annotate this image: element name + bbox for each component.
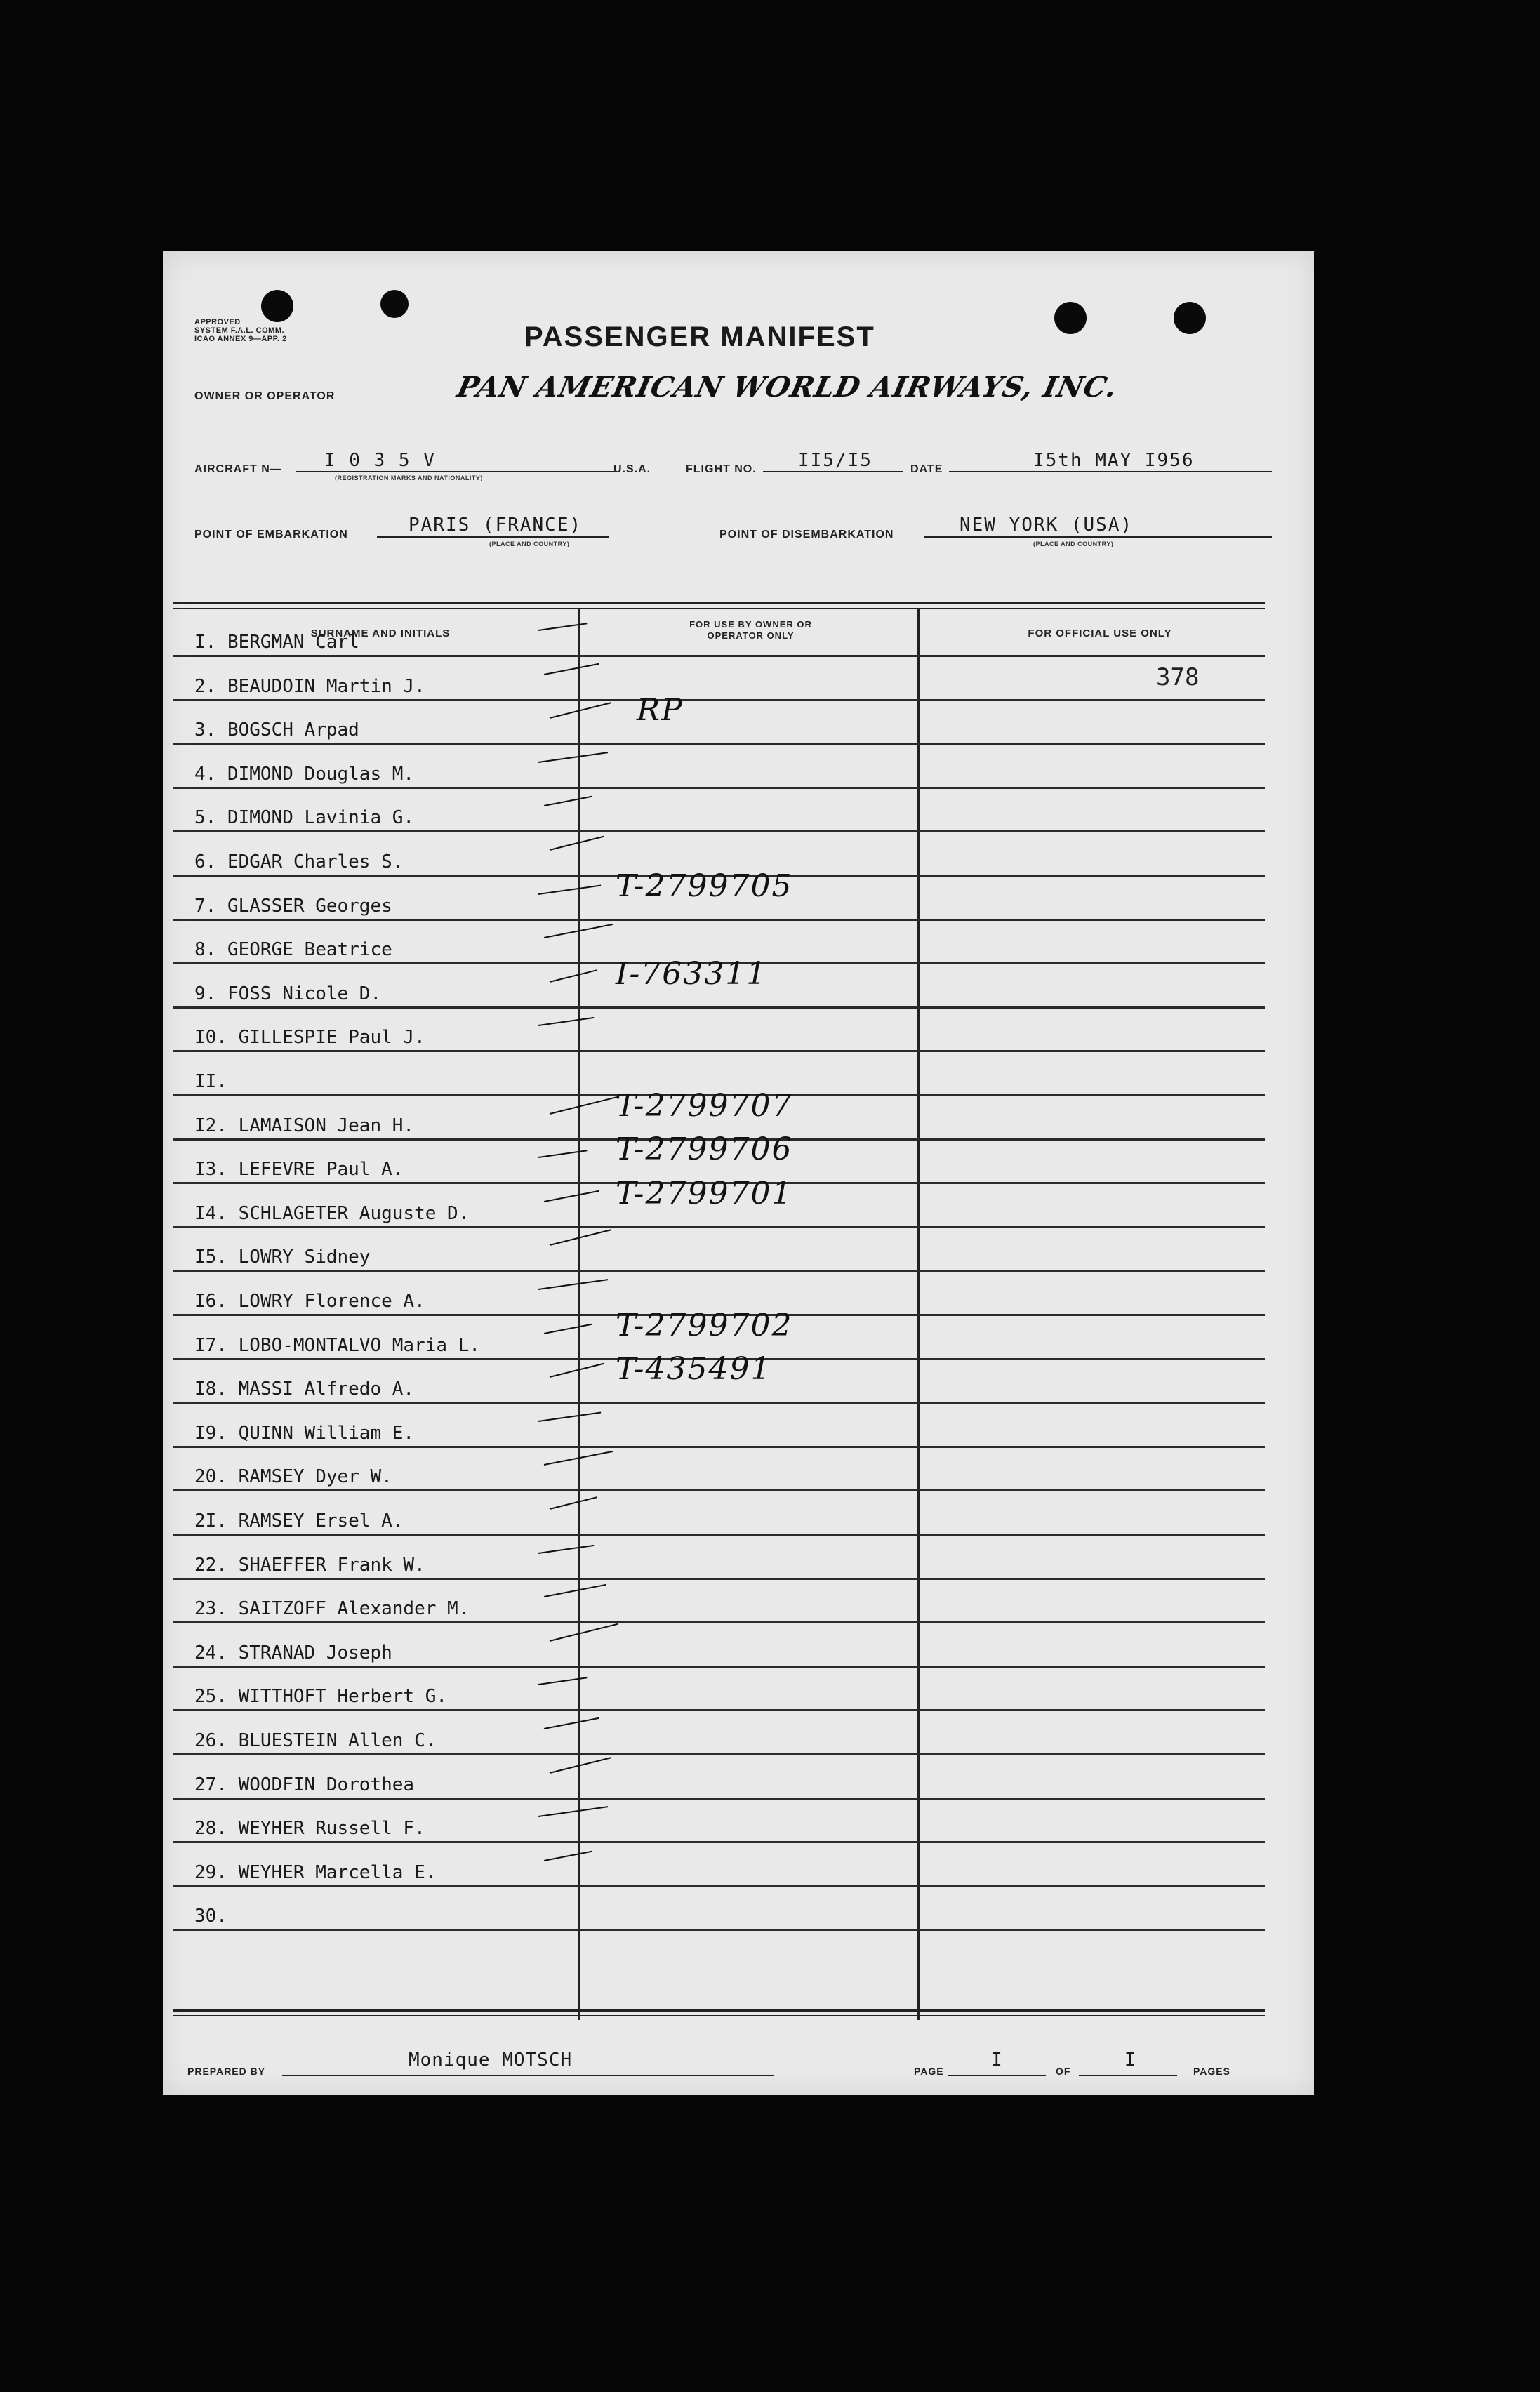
pages-label: PAGES — [1193, 2066, 1230, 2077]
row-number: 27. — [194, 1774, 227, 1795]
passenger-name-text: LOWRY Florence A. — [238, 1291, 425, 1312]
check-tick — [550, 1229, 611, 1246]
passenger-name-text: FOSS Nicole D. — [227, 983, 382, 1004]
row-number: I0. — [194, 1027, 227, 1048]
table-row — [173, 692, 1265, 745]
passenger-name — [194, 896, 392, 917]
owner-use-entry: I-763311 — [616, 956, 768, 992]
prepared-by-value: Monique MOTSCH — [409, 2049, 573, 2071]
passenger-name-text: WITTHOFT Herbert G. — [238, 1686, 448, 1707]
table-row — [173, 1008, 1265, 1052]
row-number: 29. — [194, 1862, 227, 1883]
passenger-name-text: DIMOND Douglas M. — [227, 764, 415, 785]
row-number: I. — [194, 632, 217, 653]
table-row — [173, 657, 1265, 701]
table-row — [173, 1447, 1265, 1491]
table-row — [173, 613, 1265, 657]
passenger-name — [194, 1906, 227, 1927]
embarkation-sublabel: (PLACE AND COUNTRY) — [489, 540, 570, 547]
passenger-name-text: RAMSEY Ersel A. — [238, 1510, 404, 1531]
check-tick — [550, 969, 597, 983]
passenger-name-text: QUINN William E. — [238, 1423, 415, 1444]
passenger-name — [194, 1159, 403, 1180]
passenger-name — [194, 764, 414, 785]
punch-hole — [1054, 302, 1087, 334]
owner-use-entry: T-2799702 — [616, 1308, 793, 1343]
manifest-document — [163, 251, 1314, 2095]
passenger-name-text: LEFEVRE Paul A. — [238, 1159, 404, 1180]
passenger-name — [194, 676, 425, 697]
row-number: II. — [194, 1071, 227, 1092]
row-number: 23. — [194, 1598, 227, 1619]
column-header-official: FOR OFFICIAL USE ONLY — [1028, 627, 1172, 639]
table-top-rule — [173, 608, 1265, 609]
row-number: 7. — [194, 896, 217, 917]
check-tick — [538, 752, 608, 763]
passenger-name — [194, 1247, 370, 1268]
passenger-name — [194, 632, 359, 653]
table-row — [173, 1711, 1265, 1755]
flight-label: FLIGHT NO. — [686, 463, 757, 475]
passenger-name — [194, 1423, 414, 1444]
check-tick — [544, 1717, 599, 1729]
passenger-name-text: BOGSCH Arpad — [227, 719, 359, 740]
row-number: 3. — [194, 719, 217, 740]
passenger-name-text: MASSI Alfredo A. — [238, 1378, 415, 1400]
passenger-name — [194, 1291, 425, 1312]
table-row — [173, 1755, 1265, 1800]
aircraft-underline — [296, 471, 616, 472]
of-label: OF — [1056, 2066, 1071, 2077]
row-number: I8. — [194, 1378, 227, 1400]
passenger-name — [194, 939, 392, 960]
row-number: I5. — [194, 1247, 227, 1268]
table-row — [173, 745, 1265, 789]
row-number: 8. — [194, 939, 217, 960]
table-row — [173, 1887, 1265, 1931]
row-number: I3. — [194, 1159, 227, 1180]
check-tick — [550, 702, 611, 719]
punch-hole — [380, 290, 409, 318]
row-rule — [173, 1929, 1265, 1931]
passenger-name-text: WEYHER Marcella E. — [238, 1862, 437, 1883]
check-tick — [550, 1496, 597, 1510]
check-tick — [538, 1411, 601, 1422]
passenger-name — [194, 1466, 392, 1487]
approval-stamp: APPROVED SYSTEM F.A.L. COMM. ICAO ANNEX 9—APP. 2 — [194, 318, 287, 343]
prepared-by-label: PREPARED BY — [187, 2066, 266, 2077]
passenger-name — [194, 1555, 425, 1576]
flight-value: II5/I5 — [798, 450, 872, 471]
passenger-name-text: GLASSER Georges — [227, 896, 392, 917]
table-row — [173, 1351, 1265, 1404]
owner-label: OWNER OR OPERATOR — [194, 390, 336, 402]
date-underline — [949, 471, 1272, 472]
table-row — [173, 956, 1265, 1009]
passenger-name — [194, 851, 403, 872]
check-tick — [544, 1324, 592, 1334]
of-underline — [1079, 2075, 1177, 2076]
passenger-name-text: BEAUDOIN Martin J. — [227, 676, 425, 697]
page-value: I — [991, 2049, 1004, 2071]
table-row — [173, 1623, 1265, 1668]
passenger-name — [194, 1818, 425, 1839]
table-row — [173, 1536, 1265, 1580]
check-tick — [538, 1150, 588, 1158]
punch-hole — [1174, 302, 1206, 334]
flight-underline — [763, 471, 903, 472]
check-tick — [544, 924, 613, 938]
passenger-name — [194, 1598, 469, 1619]
passenger-name-text: WOODFIN Dorothea — [238, 1774, 415, 1795]
row-number: I6. — [194, 1291, 227, 1312]
disembarkation-value: NEW YORK (USA) — [960, 514, 1134, 536]
check-tick — [544, 1584, 606, 1597]
passenger-name-text: SHAEFFER Frank W. — [238, 1555, 425, 1576]
row-number: 25. — [194, 1686, 227, 1707]
check-tick — [538, 1279, 608, 1290]
disembarkation-sublabel: (PLACE AND COUNTRY) — [1033, 540, 1114, 547]
row-number: I2. — [194, 1115, 227, 1136]
of-value: I — [1124, 2049, 1137, 2071]
check-tick — [544, 1190, 599, 1202]
check-tick — [550, 1623, 618, 1642]
passenger-name-text: DIMOND Lavinia G. — [227, 807, 415, 828]
owner-use-entry: T-435491 — [616, 1351, 772, 1387]
row-number: 5. — [194, 807, 217, 828]
table-row — [173, 1228, 1265, 1272]
row-number: 28. — [194, 1818, 227, 1839]
owner-use-entry: T-2799707 — [616, 1088, 793, 1124]
passenger-name-text: EDGAR Charles S. — [227, 851, 404, 872]
row-number: 2I. — [194, 1510, 227, 1531]
passenger-name-text: STRANAD Joseph — [238, 1642, 392, 1663]
embarkation-underline — [377, 536, 609, 538]
page-title: PASSENGER MANIFEST — [524, 321, 875, 352]
table-row — [173, 1579, 1265, 1623]
passenger-name-text: WEYHER Russell F. — [238, 1818, 425, 1839]
passenger-name — [194, 1115, 414, 1136]
prepared-by-underline — [282, 2075, 774, 2076]
passenger-name-text: BERGMAN Carl — [227, 632, 359, 653]
passenger-name-text: SAITZOFF Alexander M. — [238, 1598, 470, 1619]
embarkation-label: POINT OF EMBARKATION — [194, 529, 348, 540]
passenger-name — [194, 719, 359, 740]
page-label: PAGE — [914, 2066, 944, 2077]
row-number: I4. — [194, 1203, 227, 1224]
passenger-name — [194, 1510, 403, 1531]
check-tick — [550, 1096, 618, 1115]
table-bottom-rule — [173, 2015, 1265, 2016]
check-tick — [538, 1677, 588, 1685]
embarkation-value: PARIS (FRANCE) — [409, 514, 583, 536]
row-number: 20. — [194, 1466, 227, 1487]
aircraft-value: I 0 3 5 V — [324, 450, 436, 471]
passenger-name — [194, 1774, 414, 1795]
column-header-owner: FOR USE BY OWNER OR OPERATOR ONLY — [689, 619, 812, 641]
date-value: I5th MAY I956 — [1033, 450, 1195, 471]
table-row — [173, 868, 1265, 921]
passenger-name-text: LOBO-MONTALVO Maria L. — [238, 1335, 480, 1356]
row-number: 24. — [194, 1642, 227, 1663]
passenger-name-text: BLUESTEIN Allen C. — [238, 1730, 437, 1751]
usa-label: U.S.A. — [613, 463, 651, 475]
passenger-name-text: RAMSEY Dyer W. — [238, 1466, 392, 1487]
passenger-name — [194, 1378, 414, 1400]
table-bottom-rule — [173, 2009, 1265, 2012]
row-number: 4. — [194, 764, 217, 785]
passenger-name — [194, 1203, 469, 1224]
check-tick — [538, 1017, 594, 1026]
table-row — [173, 1667, 1265, 1711]
passenger-name-text: SCHLAGETER Auguste D. — [238, 1203, 470, 1224]
check-tick — [544, 796, 592, 806]
table-row — [173, 1799, 1265, 1843]
column-header-surname: SURNAME AND INITIALS — [310, 627, 451, 639]
disembarkation-underline — [924, 536, 1272, 538]
table-row — [173, 1404, 1265, 1448]
check-tick — [538, 623, 588, 631]
table-row — [173, 1843, 1265, 1887]
row-number: I9. — [194, 1423, 227, 1444]
check-tick — [550, 1757, 611, 1774]
disembarkation-label: POINT OF DISEMBARKATION — [719, 529, 894, 540]
row-number: 30. — [194, 1906, 227, 1927]
check-tick — [544, 1851, 592, 1861]
passenger-name — [194, 1730, 436, 1751]
table-row — [173, 788, 1265, 832]
passenger-name — [194, 983, 381, 1004]
check-tick — [550, 836, 604, 851]
owner-use-entry: T-2799706 — [616, 1131, 793, 1167]
passenger-name-text: GEORGE Beatrice — [227, 939, 392, 960]
aircraft-sublabel: (REGISTRATION MARKS AND NATIONALITY) — [335, 474, 483, 481]
row-number: 6. — [194, 851, 217, 872]
passenger-name — [194, 1862, 436, 1883]
passenger-name — [194, 1335, 480, 1356]
row-number: I7. — [194, 1335, 227, 1356]
table-top-rule — [173, 602, 1265, 604]
check-tick — [538, 1545, 594, 1554]
aircraft-label: AIRCRAFT N— — [194, 463, 282, 475]
passenger-name-text: LOWRY Sidney — [238, 1247, 371, 1268]
passenger-name — [194, 1642, 392, 1663]
table-row — [173, 1176, 1265, 1228]
official-use-entry: 378 — [1156, 663, 1200, 691]
check-tick — [544, 663, 599, 675]
owner-use-entry: T-2799701 — [616, 1176, 793, 1211]
passenger-name — [194, 1071, 227, 1092]
owner-use-entry: T-2799705 — [616, 868, 793, 904]
row-number: 26. — [194, 1730, 227, 1751]
airline-name: PAN AMERICAN WORLD AIRWAYS, INC. — [454, 371, 1121, 404]
row-number: 9. — [194, 983, 217, 1004]
passenger-name — [194, 1686, 447, 1707]
passenger-name — [194, 1027, 425, 1048]
row-number: 2. — [194, 676, 217, 697]
check-tick — [544, 1451, 613, 1466]
check-tick — [538, 1806, 608, 1817]
table-row — [173, 1491, 1265, 1536]
owner-use-entry: RP — [637, 692, 684, 728]
passenger-name-text: GILLESPIE Paul J. — [238, 1027, 425, 1048]
page-underline — [948, 2075, 1046, 2076]
passenger-name-text: LAMAISON Jean H. — [238, 1115, 415, 1136]
date-label: DATE — [910, 463, 943, 475]
check-tick — [550, 1363, 604, 1378]
check-tick — [538, 884, 601, 895]
row-number: 22. — [194, 1555, 227, 1576]
passenger-name — [194, 807, 414, 828]
